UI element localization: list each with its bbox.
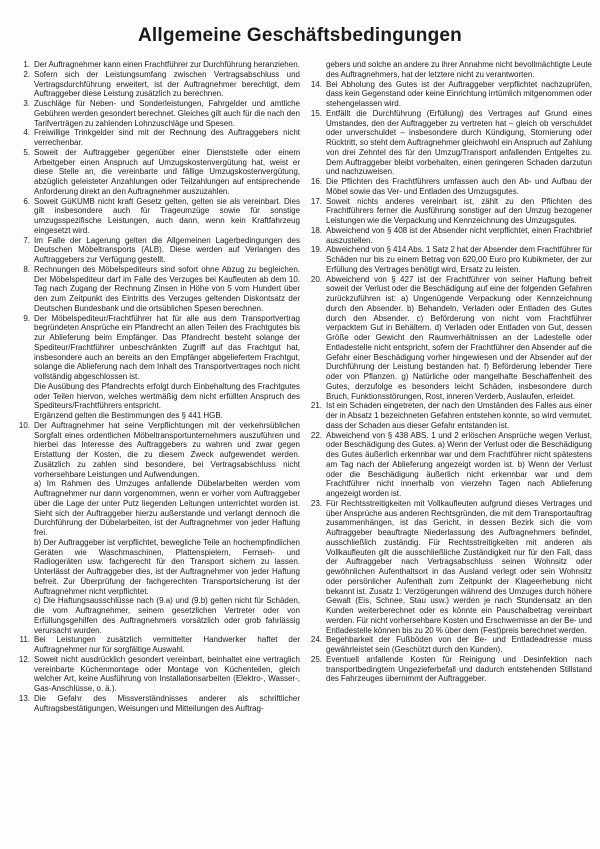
term-number: 16. [310, 177, 322, 186]
term-item [308, 177, 592, 197]
terms-column-right [308, 60, 592, 713]
term-paragraph: Zuschläge für Neben- und Sonderleistungen, Fahrgelder und amtliche Gebühren werden gesondert berechnet. Gleiches gilt auch für die nach den Tarifverträgen zu zahlenden Lohnzuschläge und Spesen. [34, 99, 300, 128]
term-body [34, 70, 300, 99]
term-paragraph: Die Pflichten des Frachtführers umfassen auch den Ab- und Aufbau der Möbel sowie das Ver- und Entladen des Umzugsgutes. [326, 177, 592, 196]
term-body [34, 236, 300, 265]
term-item [308, 197, 592, 226]
term-body [326, 245, 592, 274]
term-number: 17. [310, 196, 322, 206]
term-item [16, 197, 300, 236]
term-item [16, 60, 300, 70]
term-number: 10. [18, 420, 30, 430]
term-number: 13. [18, 693, 30, 703]
term-item [16, 148, 300, 197]
term-number: 25. [310, 654, 322, 664]
term-number: 20. [310, 274, 322, 284]
term-number: 18. [310, 225, 322, 235]
term-number: 15. [310, 108, 322, 118]
term-number: 23. [310, 498, 322, 508]
term-body [34, 60, 300, 70]
term-body [326, 80, 592, 109]
term-paragraph: Bei Leistungen zusätzlich vermittelter Handwerker haftet der Auftragnehmer nur für sorgfältige Auswahl. [34, 635, 300, 654]
term-body [326, 109, 592, 177]
term-body [34, 128, 300, 148]
term-paragraph: Der Auftragnehmer kann einen Frachtführer zur Durchführung heranziehen. [34, 60, 300, 69]
term-item [308, 109, 592, 177]
term-item [16, 694, 300, 714]
term-paragraph: Abweichend von § 427 ist der Frachtführer von seiner Haftung befreit soweit der Verlust oder die Beschädigung auf eine der folgenden Gefahren zurückzuführen ist: a) Ungenügende Verpackung oder Kennzeichnung durch den Absender. b) Behandeln, Verladen oder Entladen des Gutes durch den Absender. c) Beförderung von nicht vom Frachtführer verpacktem Gut in Behältern. d) Verladen oder Entladen von Gut, dessen Größe oder Gewicht den Raumverhältnissen an der Ladestelle oder Entladestelle nicht entspricht, sofern der Frachtführer den Absender auf die Gefahr einer Beschädigung vorher hingewiesen und der Absender auf der Durchführung der Leistung bestanden hat. f) Beförderung lebender Tiere oder von Pflanzen. g) Natürliche oder mangelhafte Beschaffenheit des Gutes, derzufolge es besonders leicht Schäden, insbesondere durch Bruch, Funktionsstörungen, Rost, inneren Verderb, Auslaufen, erleidet. [326, 274, 592, 401]
term-paragraph: Sofern sich der Leistungsumfang zwischen Vertragsabschluss und Vertragsdurchführung erweitert, ist der Auftragnehmer berechtigt, dem Auftraggeber diese Leistung zusätzlich zu berechnen. [34, 69, 300, 99]
term-paragraph: Ergänzend gelten die Bestimmungen des § 441 HGB. [34, 411, 223, 420]
terms-column-left [16, 60, 300, 713]
term-body [34, 635, 300, 655]
term-body [326, 431, 592, 499]
term-number: 22. [310, 430, 322, 440]
term-item [308, 245, 592, 274]
term-paragraph: gebers und solche an andere zu ihrer Annahme nicht bevollmächtigte Leute des Auftragnehmers, hat der letztere nicht zu verantworten. [326, 60, 592, 79]
term-item [16, 128, 300, 148]
term-item [308, 431, 592, 499]
term-paragraph: Im Falle der Lagerung gelten die Allgemeinen Lagerbedingungen des Deutschen Möbeltransports (ALB). Diese werden auf Verlangen des Auftraggebers zur Verfügung gestellt. [34, 235, 300, 264]
term-paragraph: Für Rechtsstreitigkeiten mit Vollkaufleuten aufgrund dieses Vertrages und über Ansprüche aus anderen Rechtsgründen, die mit dem Transportauftrag zusammenhängen, ist das Gericht, in dessen Bezirk sich die vom Auftraggeber beauftragte Niederlassung des Auftragnehmers befindet, ausschließlich zuständig. Für Rechtsstreitigkeiten mit anderen als Vollkaufleuten gilt die ausschließliche Zuständigkeit nur für den Fall, dass der Auftraggeber nach Vertragsabschluss seinen Wohnsitz oder gewöhnlichen Aufenthaltsort in das Ausland verlegt oder sein Wohnsitz oder persönlicher Aufenthalt zum Zeitpunkt der Klageerhebung nicht bekannt ist. Zusatz 1: Verzögerungen während des Umzuges durch höhere Gewalt (Eis, Schnee, Stau usw.) werden je nach Stundensatz an den Kunden weiterberechnet oder es könnte ein Pauschalbetrag vereinbart werden. Für nicht vorhersehbare Kosten und Erschwernisse an der Be- und Entladestelle können bis zu 20 % über dem (Fest)preis berechnet werden. [326, 498, 592, 635]
term-paragraph: b) Der Auftraggeber ist verpflichtet, bewegliche Teile an hochempfindlichen Geräten wie Waschmaschinen, Plattenspielern, Fernseh- und Radiogeräten usw. fachgerecht für den Transport sichern zu lassen. Unterlässt der Auftraggeber dies, ist der Auftragnehmer von jeder Haftung befreit. Zur Überprüfung der fachgerechten Transportsicherung ist der Auftragnehmer nicht verpflichtet. [34, 537, 300, 596]
term-number: 8. [23, 264, 30, 274]
term-paragraph: Die Ausübung des Pfandrechts erfolgt durch Einbehaltung des Frachtgutes oder Teilen hiervon, welches wertmäßig dem nicht erfüllten Anspruch des Spediteurs/Frachtführers entspricht. [34, 381, 300, 411]
term-item [16, 70, 300, 99]
term-paragraph: Soweit GüKUMB nicht kraft Gesetz gelten, gelten sie als vereinbart. Dies gilt insbesondere auch für Trageumzüge sowie für sonstige umzugsspezifische Leistungen, auch dann, wenn kein Kraftfahrzeug eingesetzt wird. [34, 196, 300, 235]
term-number: 14. [310, 79, 322, 89]
term-body [34, 265, 300, 314]
term-body [34, 694, 300, 714]
term-number: 7. [23, 235, 30, 245]
term-body [326, 401, 592, 430]
term-item [16, 236, 300, 265]
term-body [34, 655, 300, 694]
term-body [326, 655, 592, 684]
term-body [326, 226, 592, 246]
term-paragraph: Soweit der Auftraggeber gegenüber einer Dienststelle oder einem Arbeitgeber einen Anspruch auf Umzugskostenvergütung hat, weist er diese Stelle an, die vereinbarte und fällige Umzugskostenvergütung, abzüglich geleisteter Anzahlungen oder Teilzahlungen auf entsprechende Anforderung direkt an den Auftragnehmer auszuzahlen. [34, 147, 300, 196]
term-item [308, 226, 592, 246]
term-item [308, 401, 592, 430]
term-number: 2. [23, 69, 30, 79]
term-body [326, 60, 592, 80]
term-paragraph: Begehbarkeit der Fußböden von der Be- und Entladeadresse muss gewährleistet sein (Geschützt durch den Kunden). [326, 635, 592, 654]
term-paragraph: Freiwillige Trinkgelder sind mit der Rechnung des Auftraggebers nicht verrechenbar. [34, 128, 300, 147]
term-item [16, 265, 300, 314]
term-body [34, 314, 300, 421]
term-body [326, 275, 592, 402]
term-paragraph: Abweichend von § 438 ABS. 1 und 2 erlöschen Ansprüche wegen Verlust, oder Beschädigung des Gutes. a) Wenn der Verlust oder die Beschädigung des Gutes äußerlich erkennbar war und dem Frachtführer nicht spätestens am Tag nach der Ablieferung angezeigt worden ist. b) Wenn der Verlust oder die Beschädigung äußerlich nicht erkennbar war und dem Frachtführer nicht innerhalb von vierzehn Tagen nach Ablieferung angezeigt worden ist. [326, 430, 592, 498]
page-title: Allgemeine Geschäftsbedingungen [138, 25, 462, 46]
term-item [16, 314, 300, 421]
term-item [16, 635, 300, 655]
term-item [308, 80, 592, 109]
terms-columns [0, 60, 600, 713]
term-paragraph: Der Auftragnehmer hat seine Verpflichtungen mit der verkehrsüblichen Sorgfalt eines ordentlichen Möbeltransportunternehmers auszuführen und hierbei das Interesse des Auftraggebers zu wahren und zwar gegen Erstattung der Kosten, die zu diesem Zweck aufgewendet werden. Zusätzlich zu zahlen sind besondere, bei Vertragsabschluss nicht vorhersehbare Leistungen und Aufwendungen. [34, 420, 300, 479]
term-item [16, 655, 300, 694]
term-body [326, 635, 592, 655]
term-item [308, 275, 592, 402]
term-item [308, 635, 592, 655]
term-number: 9. [23, 313, 30, 323]
term-paragraph: Rechnungen des Möbelspediteurs sind sofort ohne Abzug zu begleichen. Der Möbelspediteur darf im Falle des Verzuges bei Kaufleuten ab dem 10. Tag nach Zugang der Rechnung Zinsen in Höhe von 5 vom Hundert über den zum Zeitpunkt des Eintritts des Verzuges geltenden Diskontsatz der Deutschen Bundesbank und die ortsüblichen Spesen berechnen. [34, 264, 300, 313]
term-number: 6. [23, 196, 30, 206]
term-item [308, 60, 592, 80]
term-paragraph: Soweit nicht ausdrücklich gesondert vereinbart, beinhaltet eine vertraglich vereinbarte Küchenmontage oder Montage von Küchenteilen, gleich welcher Art, keine Ausführung von Installationsarbeiten (Elektro-, Wasser-, Gas-Anschlüsse, o. ä.). [34, 654, 300, 693]
term-body [326, 499, 592, 636]
term-body [34, 421, 300, 636]
term-paragraph: Abweichend von § 414 Abs. 1 Satz 2 hat der Absender dem Frachtführer für Schäden nur bis zu einem Betrag von 620,00 Euro pro Kubikmeter, der zur Erfüllung des Vertrages benötigt wird, Ersatz zu leisten. [326, 245, 593, 274]
term-paragraph: Bei Abholung des Gutes ist der Auftraggeber verpflichtet nachzuprüfen, dass kein Gegenstand oder keine Einrichtung irrtümlich mitgenommen oder stehengelassen wird. [326, 79, 592, 108]
term-number: 11. [19, 635, 30, 645]
term-number: 1. [23, 60, 30, 69]
term-item [308, 655, 592, 684]
term-number: 24. [310, 635, 322, 645]
term-paragraph: c) Die Haftungsausschlüsse nach (9.a) und (9.b) gelten nicht für Schäden, die vom Auftragnehmer, seinem gesetzlichen Vertreter oder von Erfüllungsgehilfen des Auftragnehmers vorsätzlich oder grob fahrlässig verursacht wurden. [34, 596, 300, 635]
term-number: 5. [23, 147, 30, 157]
term-paragraph: Eventuell anfallende Kosten für Reinigung und Desinfektion nach transportbedingtem Ungezieferbefall und dadurch entstehenden Stillstand des Fahrzeuges übernimmt der Auftraggeber. [326, 654, 592, 684]
term-body [34, 148, 300, 197]
term-item [16, 99, 300, 128]
term-paragraph: Die Gefahr des Missverständnisses anderer als schriftlicher Auftragsbestätigungen, Weisungen und Mitteilungen des Auftrag- [34, 693, 300, 713]
term-number: 19. [310, 245, 322, 255]
term-body [34, 197, 300, 236]
term-body [326, 197, 592, 226]
term-number: 3. [23, 99, 30, 108]
term-paragraph: Der Möbelspediteur/Frachtführer hat für alle aus dem Transportvertrag begründeten Ansprüche ein Pfandrecht an allen Teilen des Frachtgutes bis zur Ablieferung beim Empfänger. Das Pfandrecht besteht solange der Spediteur/Frachtführer unbeschränkten Zugriff auf das Frachtgut hat, insbesondere auch an bereits an den Empfänger abgeliefertem Frachtgut, solange die Ablieferung nach dem Inhalt des Transportvertrages noch nicht vollständig abgeschlossen ist. [34, 313, 300, 381]
term-body [326, 177, 592, 197]
term-item [16, 421, 300, 636]
term-number: 4. [23, 128, 30, 138]
term-item [308, 499, 592, 636]
term-paragraph: Soweit nichts anderes vereinbart ist, zählt zu den Pflichten des Frachtführers ferner die Ausführung sonstiger auf den Umzug bezogener Leistungen wie die Verpackung und Kennzeichnung des Umzugsgutes. [326, 196, 592, 225]
term-body [34, 99, 300, 128]
term-paragraph: Ist ein Schaden eingetreten, der nach den Umständen des Falles aus einer der in Absatz 1 bezeichneten Gefahren entstehen konnte, so wird vermutet, dass der Schaden aus dieser Gefahr entstanden ist. [326, 401, 592, 430]
term-paragraph: Entfällt die Durchführung (Erfüllung) des Vertrages auf Grund eines Umstandes, den der Auftraggeber zu vertreten hat – gleich ob verschuldet oder unverschuldet – insbesondere durch Kündigung, Stornierung oder Rücktritt, so steht dem Auftragnehmer gleichwohl ein Anspruch auf Zahlung von drei Zehntel des für den Umzug/Transport anfallenden Entgeltes zu. Dem Auftraggeber bleibt vorbehalten, einen geringeren Schaden darzutun und nachzuweisen. [326, 108, 592, 177]
term-paragraph: Abweichend von § 408 ist der Absender nicht verpflichtet, einen Frachtbrief auszustellen. [326, 225, 592, 245]
term-paragraph: a) Im Rahmen des Umzuges anfallende Dübelarbeiten werden vom Auftragnehmer nur dann vorgenommen, wenn er vorher vom Auftraggeber über die Lage der unter Putz liegenden Leitungen unterrichtet worden ist. Sieht sich der Auftraggeber hierzu außerstande und verlangt dennoch die Durchführung der Dübelarbeiten, ist der Auftragnehmer von jeder Haftung frei. [34, 479, 300, 537]
term-number: 21. [310, 401, 322, 411]
term-number: 12. [18, 654, 30, 664]
